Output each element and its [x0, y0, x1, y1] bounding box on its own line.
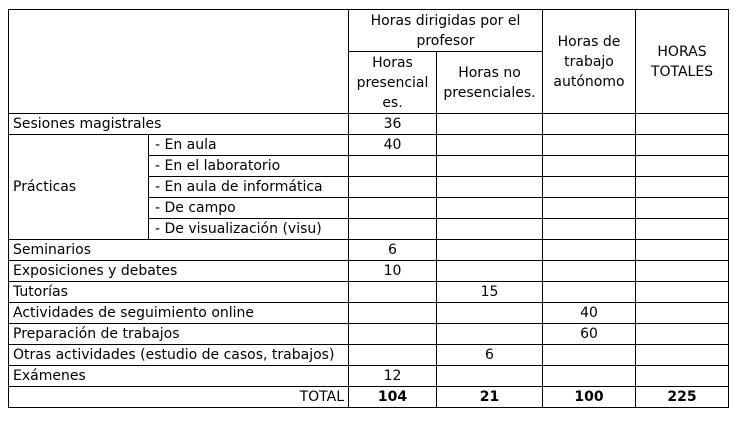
cell-no-presencial [437, 366, 543, 387]
cell-no-presencial [437, 303, 543, 324]
row-label: Exámenes [9, 366, 349, 387]
cell-autonomo [543, 240, 636, 261]
cell-no-presencial: 15 [437, 282, 543, 303]
cell-total [636, 114, 729, 135]
cell-autonomo: 60 [543, 324, 636, 345]
total-presencial: 104 [349, 387, 437, 408]
cell-no-presencial: 6 [437, 345, 543, 366]
cell-total [636, 303, 729, 324]
table-row [9, 324, 729, 345]
cell-autonomo [543, 219, 636, 240]
cell-autonomo: 40 [543, 303, 636, 324]
cell-total [636, 240, 729, 261]
header-autonomo: Horas de trabajo autónomo [543, 10, 636, 114]
cell-no-presencial [437, 324, 543, 345]
total-no-presencial: 21 [437, 387, 543, 408]
cell-presencial [349, 219, 437, 240]
cell-total [636, 135, 729, 156]
cell-no-presencial [437, 135, 543, 156]
cell-no-presencial [437, 240, 543, 261]
cell-autonomo [543, 156, 636, 177]
cell-no-presencial [437, 177, 543, 198]
cell-presencial: 40 [349, 135, 437, 156]
cell-total [636, 156, 729, 177]
row-label: Seminarios [9, 240, 349, 261]
cell-presencial: 36 [349, 114, 437, 135]
practicas-label: Prácticas [9, 135, 149, 240]
row-label: Tutorías [9, 282, 349, 303]
header-directed: Horas dirigidas por el profesor [349, 10, 543, 52]
cell-autonomo [543, 177, 636, 198]
total-row [9, 387, 729, 408]
cell-autonomo [543, 282, 636, 303]
cell-total [636, 366, 729, 387]
cell-presencial [349, 282, 437, 303]
cell-presencial [349, 345, 437, 366]
row-label: - En aula de informática [149, 177, 349, 198]
table-row [9, 135, 729, 156]
cell-no-presencial [437, 198, 543, 219]
cell-no-presencial [437, 114, 543, 135]
total-total: 225 [636, 387, 729, 408]
cell-total [636, 345, 729, 366]
header-presencial: Horas presencial es. [349, 52, 437, 114]
cell-autonomo [543, 114, 636, 135]
hours-table [8, 9, 729, 408]
cell-presencial [349, 324, 437, 345]
cell-autonomo [543, 135, 636, 156]
cell-total [636, 261, 729, 282]
header-totales: HORAS TOTALES [636, 10, 729, 114]
cell-autonomo [543, 345, 636, 366]
row-label: - De campo [149, 198, 349, 219]
cell-presencial: 12 [349, 366, 437, 387]
cell-total [636, 177, 729, 198]
cell-total [636, 324, 729, 345]
cell-total [636, 198, 729, 219]
cell-total [636, 219, 729, 240]
row-label: - En el laboratorio [149, 156, 349, 177]
cell-no-presencial [437, 261, 543, 282]
table-row [9, 366, 729, 387]
cell-no-presencial [437, 156, 543, 177]
table-row [9, 282, 729, 303]
table-row [9, 261, 729, 282]
row-label: Exposiciones y debates [9, 261, 349, 282]
cell-presencial: 6 [349, 240, 437, 261]
row-label: - En aula [149, 135, 349, 156]
table-row [9, 345, 729, 366]
cell-presencial [349, 156, 437, 177]
cell-presencial: 10 [349, 261, 437, 282]
total-label: TOTAL [9, 387, 349, 408]
row-label: Otras actividades (estudio de casos, trabajos) [9, 345, 349, 366]
cell-autonomo [543, 366, 636, 387]
total-autonomo: 100 [543, 387, 636, 408]
cell-presencial [349, 177, 437, 198]
header-blank [9, 10, 349, 114]
row-label: Preparación de trabajos [9, 324, 349, 345]
cell-presencial [349, 303, 437, 324]
table-row [9, 303, 729, 324]
header-no-presencial: Horas no presenciales. [437, 52, 543, 114]
row-label: Sesiones magistrales [9, 114, 349, 135]
cell-presencial [349, 198, 437, 219]
row-label: - De visualización (visu) [149, 219, 349, 240]
row-label: Actividades de seguimiento online [9, 303, 349, 324]
table-row [9, 240, 729, 261]
cell-total [636, 282, 729, 303]
cell-autonomo [543, 261, 636, 282]
cell-no-presencial [437, 219, 543, 240]
cell-autonomo [543, 198, 636, 219]
table-row [9, 114, 729, 135]
